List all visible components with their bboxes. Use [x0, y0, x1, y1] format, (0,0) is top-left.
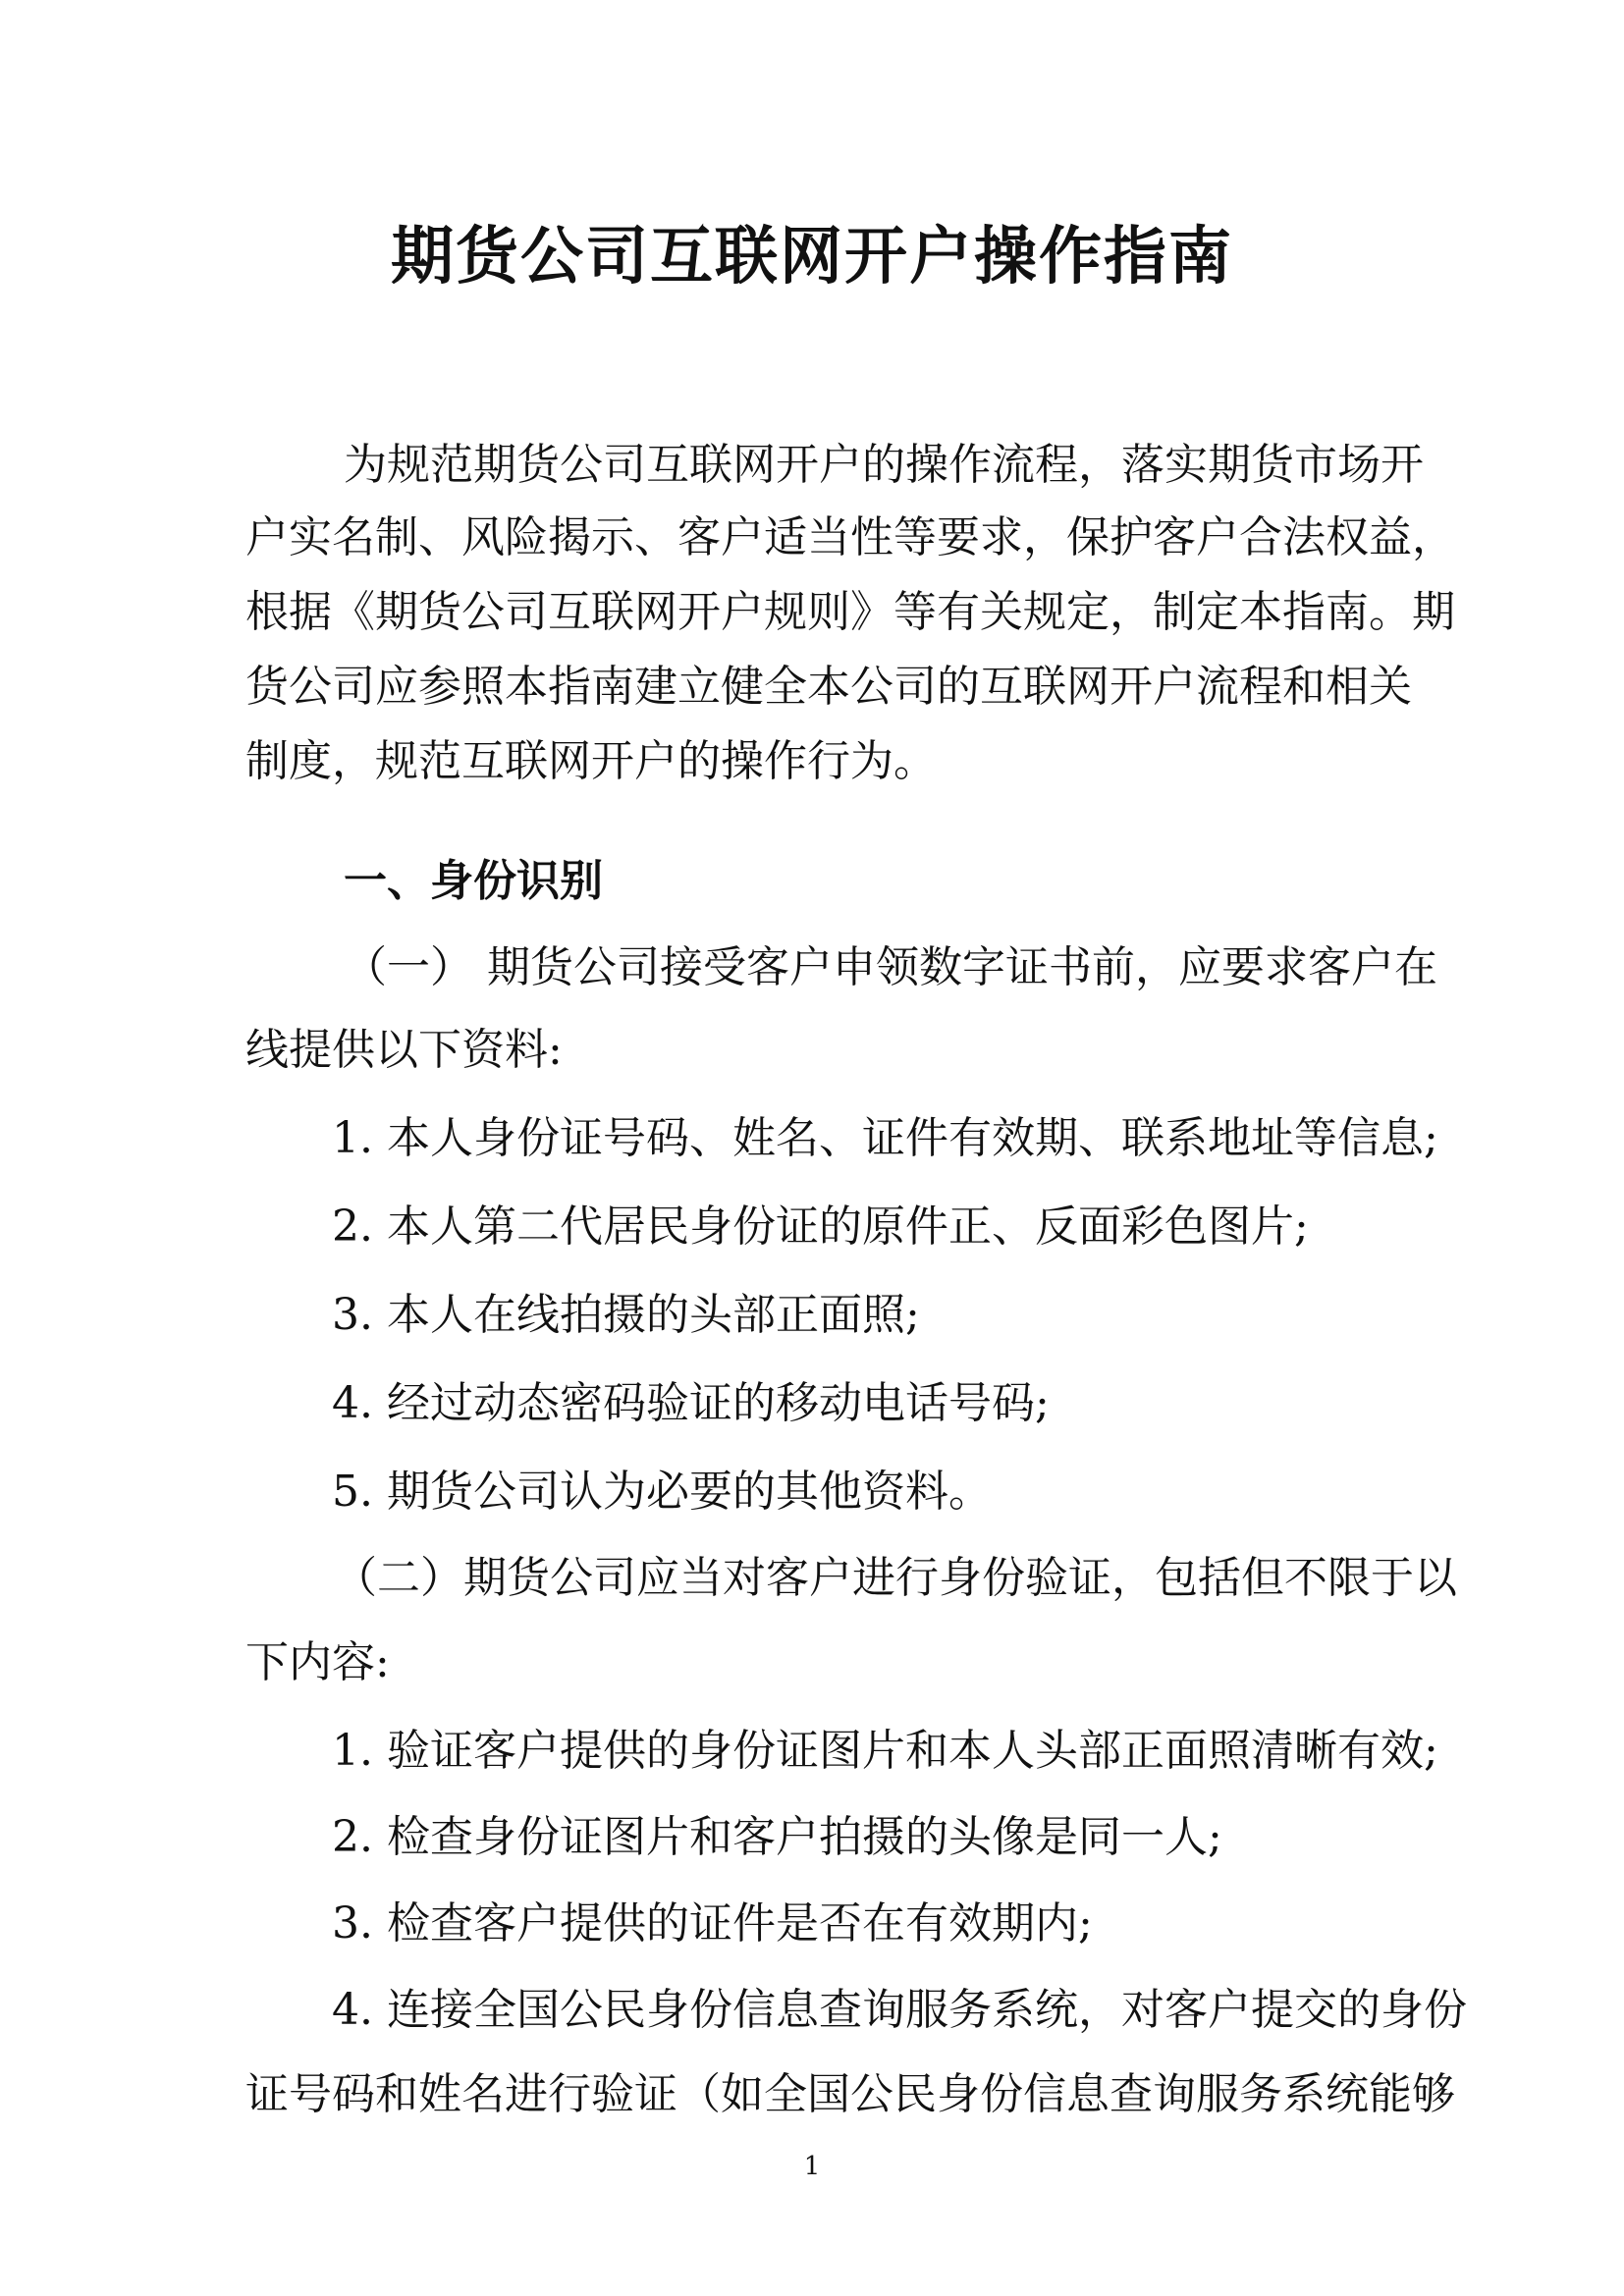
intro-line-2-wrap: [245, 508, 1455, 567]
item2-point-2: 2. 检查身份证图片和客户拍摄的头像是同一人;: [332, 1812, 1222, 1862]
item1-point-2: 2. 本人第二代居民身份证的原件正、反面彩色图片;: [332, 1201, 1309, 1252]
intro-line-3-wrap: [245, 583, 1455, 642]
item1-point-1: 1. 本人身份证号码、姓名、证件有效期、联系地址等信息;: [332, 1113, 1438, 1163]
item1-point-5: 5. 期货公司认为必要的其他资料。: [332, 1467, 992, 1517]
item2-line-2: 下内容:: [245, 1637, 390, 1687]
item2-point-4-line-2: 证号码和姓名进行验证（如全国公民身份信息查询服务系统能够: [245, 2069, 1455, 2119]
document-title: 期货公司互联网开户操作指南: [391, 221, 1233, 294]
item2-point-1: 1. 验证客户提供的身份证图片和本人头部正面照清晰有效;: [332, 1726, 1438, 1776]
section-heading-identity: 一、身份识别: [344, 856, 603, 906]
item2-point-4-line-1: 4. 连接全国公民身份信息查询服务系统，对客户提交的身份: [332, 1985, 1467, 2035]
item2-point-3: 3. 检查客户提供的证件是否在有效期内;: [332, 1898, 1093, 1949]
intro-line-4-wrap: [245, 658, 1412, 717]
item1-point-3: 3. 本人在线拍摄的头部正面照;: [332, 1290, 920, 1340]
intro-line-2: 户实名制、风险揭示、客户适当性等要求，保护客户合法权益，: [245, 512, 1455, 562]
item1-line-1: （一） 期货公司接受客户申领数字证书前，应要求客户在: [344, 942, 1437, 992]
item1-line-2: 线提供以下资料:: [245, 1025, 563, 1075]
intro-line-3: 根据《期货公司互联网开户规则》等有关规定，制定本指南。期: [245, 587, 1455, 637]
intro-line-4: 货公司应参照本指南建立健全本公司的互联网开户流程和相关: [245, 662, 1412, 712]
item1-point-4: 4. 经过动态密码验证的移动电话号码;: [332, 1378, 1050, 1428]
intro-line-5: 制度，规范互联网开户的操作行为。: [245, 736, 937, 786]
page-number: 1: [803, 2152, 821, 2181]
item2-line-1: （二）期货公司应当对客户进行身份验证，包括但不限于以: [334, 1553, 1457, 1603]
intro-line-1: 为规范期货公司互联网开户的操作流程，落实期货市场开: [344, 440, 1424, 490]
